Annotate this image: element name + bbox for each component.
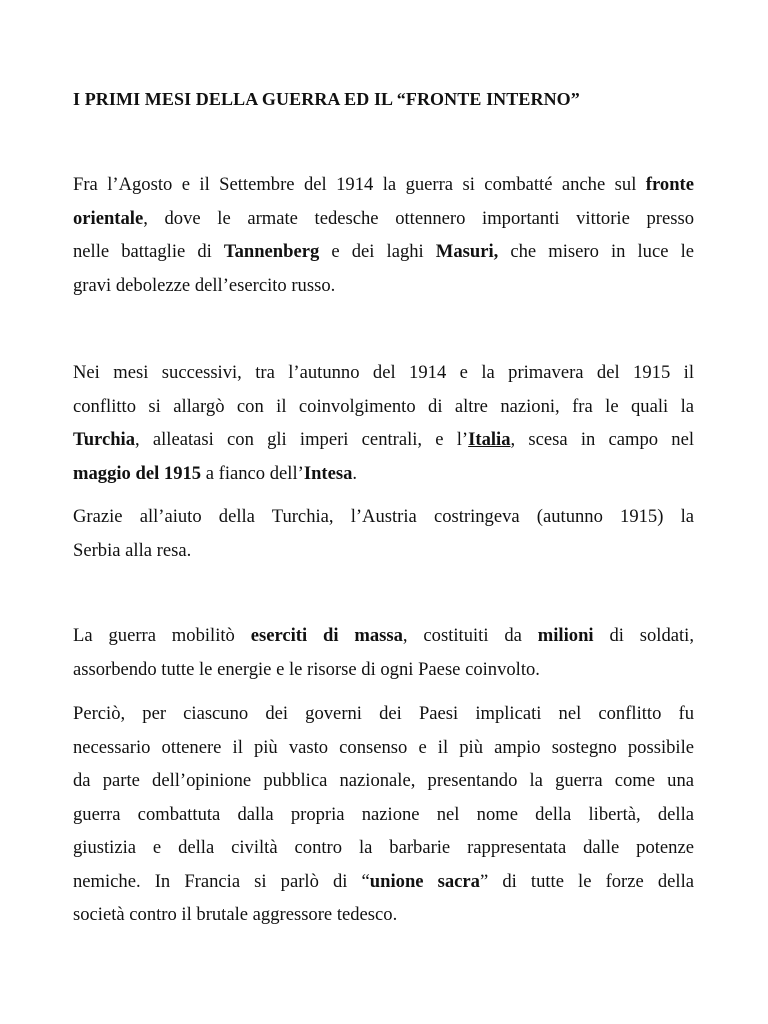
text-run: .	[352, 462, 358, 484]
bold-text	[468, 429, 510, 450]
bold-text: milioni	[537, 625, 594, 646]
text-line	[73, 235, 694, 269]
text-line	[73, 168, 694, 202]
text-run: Fra l’Agosto e il Settembre del 1914 la guerra si combatté anche sul	[73, 174, 646, 195]
text-run: giustizia e della civiltà contro la barbarie rappresentata dalle potenze	[73, 837, 694, 858]
text-run: Perciò, per ciascuno dei governi dei Paesi implicati nel conflitto fu	[73, 703, 694, 724]
text-run: assorbendo tutte le energie e le risorse di ogni Paese coinvolto.	[73, 658, 540, 680]
text-line	[73, 697, 694, 731]
paragraph-eserciti-di-massa	[73, 619, 694, 686]
paragraph-allargamento-conflitto	[73, 356, 694, 490]
underlined-text: Italia	[468, 429, 511, 450]
text-run: nemiche. In Francia si parlò di “	[73, 870, 370, 892]
bold-text: Intesa	[303, 462, 353, 484]
text-line	[73, 898, 694, 932]
bold-text: fronte	[645, 174, 694, 195]
paragraph-fronte-orientale	[73, 168, 694, 302]
text-line	[73, 423, 694, 457]
text-line	[73, 865, 694, 899]
text-line	[73, 356, 694, 390]
text-line	[73, 534, 694, 568]
text-run: necessario ottenere il più vasto consenso e il più ampio sostegno possibile	[73, 736, 694, 758]
text-line	[73, 764, 694, 798]
text-run: conflitto si allargò con il coinvolgimento di altre nazioni, fra le quali la	[73, 395, 694, 417]
bold-text: Turchia	[73, 429, 136, 450]
text-run: Nei mesi successivi, tra l’autunno del 1914 e la primavera del 1915 il	[73, 362, 694, 383]
text-line	[73, 390, 694, 424]
text-run: La guerra mobilitò	[73, 625, 251, 646]
text-run: Grazie all’aiuto della Turchia, l’Austria costringeva (autunno 1915) la	[73, 506, 694, 527]
text-run: , costituiti da	[402, 625, 538, 646]
paragraph-serbia	[73, 500, 694, 567]
bold-text: unione sacra	[369, 870, 480, 892]
bold-text: Tannenberg	[223, 241, 320, 262]
text-line	[73, 457, 694, 491]
text-line	[73, 202, 694, 236]
text-line	[73, 500, 694, 534]
text-run: che misero in luce le	[498, 241, 694, 262]
text-run: e dei laghi	[319, 241, 436, 262]
bold-text: maggio del 1915	[73, 462, 202, 484]
text-line	[73, 653, 694, 687]
document-title: I PRIMI MESI DELLA GUERRA ED IL “FRONTE INTERNO”	[73, 89, 580, 109]
text-run: nelle battaglie di	[73, 241, 224, 262]
text-line	[73, 798, 694, 832]
bold-text: eserciti di massa	[250, 625, 403, 646]
text-run: da parte dell’opinione pubblica nazionale, presentando la guerra come una	[73, 770, 694, 791]
text-run: ” di tutte le forze della	[479, 870, 694, 892]
text-line	[73, 731, 694, 765]
text-run: guerra combattuta dalla propria nazione nel nome della libertà, della	[73, 803, 694, 825]
text-run: gravi debolezze dell’esercito russo.	[73, 274, 336, 296]
text-run: società contro il brutale aggressore tedesco.	[73, 904, 398, 925]
text-run: a fianco dell’	[201, 462, 304, 484]
text-run: di soldati,	[593, 625, 694, 646]
text-run: Serbia alla resa.	[73, 539, 192, 561]
text-line	[73, 619, 694, 653]
bold-text: orientale	[73, 207, 144, 229]
bold-text: Masuri,	[435, 241, 499, 262]
text-run: , dove le armate tedesche ottennero importanti vittorie presso	[143, 207, 694, 229]
text-run: , alleatasi con gli imperi centrali, e l’	[135, 429, 469, 450]
text-line	[73, 269, 694, 303]
paragraph-consenso-fronte-interno	[73, 697, 694, 932]
text-line	[73, 831, 694, 865]
text-run: , scesa in campo nel	[510, 429, 694, 450]
